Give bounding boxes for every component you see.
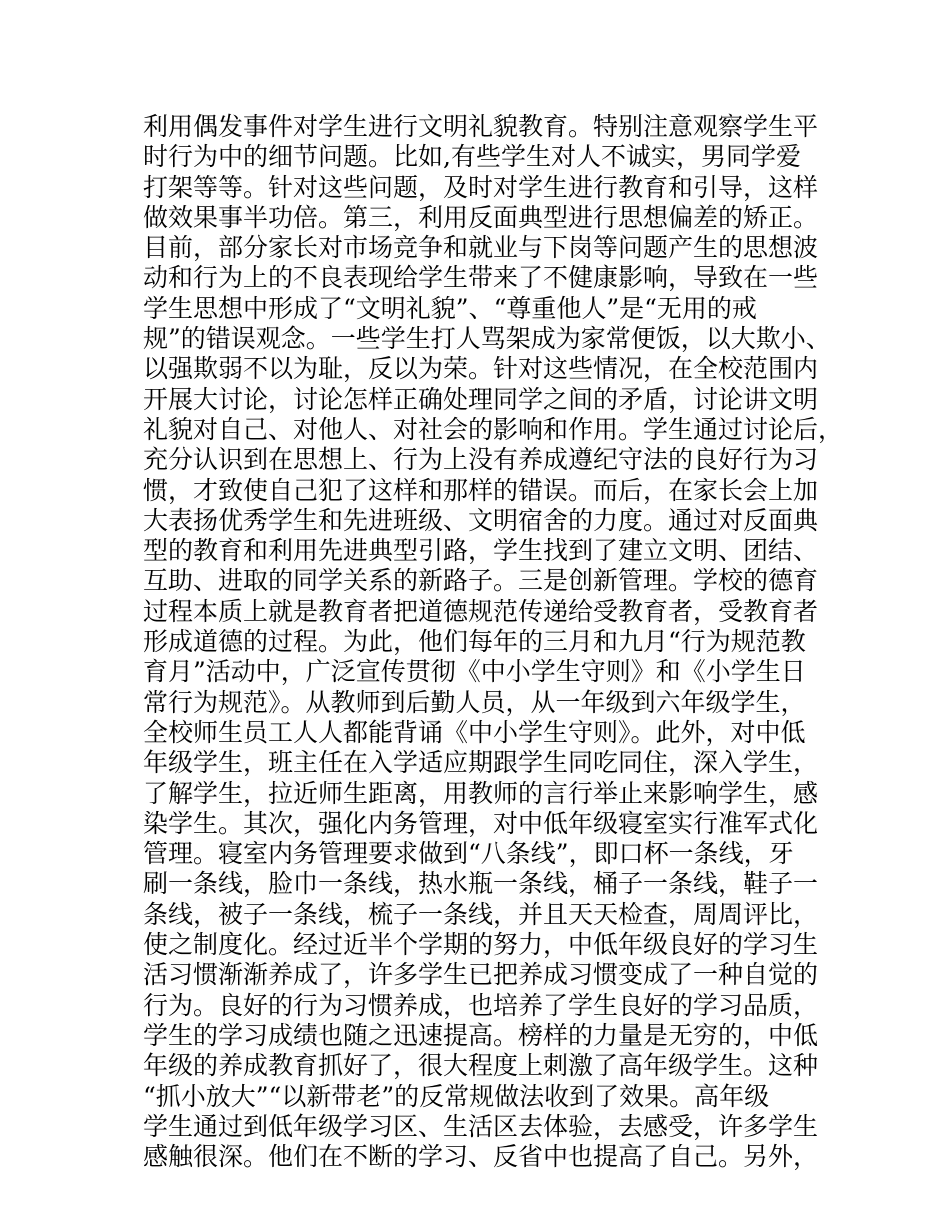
- text-line: 过程本质上就是教育者把道德规范传递给受教育者，受教育者: [143, 596, 819, 626]
- text-line: 开展大讨论，讨论怎样正确处理同学之间的矛盾，讨论讲文明: [143, 384, 819, 414]
- text-line: “抓小放大”“以新带老”的反常规做法收到了效果。高年级: [143, 1081, 770, 1111]
- text-line: 型的教育和利用先进典型引路，学生找到了建立文明、团结、: [143, 536, 819, 566]
- text-line: 年级学生，班主任在入学适应期跟学生同吃同住，深入学生，: [143, 748, 819, 778]
- text-line: 刷一条线，脸巾一条线，热水瓶一条线，桶子一条线，鞋子一: [143, 869, 819, 899]
- text-line: 感触很深。他们在不断的学习、反省中也提高了自己。另外，: [143, 1142, 819, 1172]
- text-line: 育月”活动中，广泛宣传贯彻《中小学生守则》和《小学生日: [143, 657, 806, 687]
- text-line: 学生的学习成绩也随之迅速提高。榜样的力量是无穷的，中低: [143, 1020, 819, 1050]
- text-line: 规”的错误观念。一些学生打人骂架成为家常便饭，以大欺小、: [143, 324, 831, 354]
- text-line: 学生通过到低年级学习区、生活区去体验，去感受，许多学生: [143, 1111, 819, 1141]
- text-line: 目前，部分家长对市场竞争和就业与下岗等问题产生的思想波: [143, 233, 819, 263]
- body-text: [143, 112, 843, 1172]
- text-line: 礼貌对自己、对他人、对社会的影响和作用。学生通过讨论后，: [143, 414, 844, 444]
- text-line: 时行为中的细节问题。比如,有些学生对人不诚实，男同学爱: [143, 142, 801, 172]
- text-line: 年级的养成教育抓好了，很大程度上刺激了高年级学生。这种: [143, 1051, 819, 1081]
- text-line: 学生思想中形成了“文明礼貌”、“尊重他人”是“无用的戒: [143, 293, 757, 323]
- text-line: 全校师生员工人人都能背诵《中小学生守则》。此外，对中低: [143, 717, 806, 747]
- text-line: 条线，被子一条线，梳子一条线，并且天天检查，周周评比，: [143, 899, 819, 929]
- text-line: 行为。良好的行为习惯养成，也培养了学生良好的学习品质，: [143, 990, 819, 1020]
- text-line: 动和行为上的不良表现给学生带来了不健康影响，导致在一些: [143, 263, 819, 293]
- text-line: 利用偶发事件对学生进行文明礼貌教育。特别注意观察学生平: [143, 112, 819, 141]
- text-line: 形成道德的过程。为此，他们每年的三月和九月“行为规范教: [143, 627, 806, 657]
- text-line: 惯，才致使自己犯了这样和那样的错误。而后，在家长会上加: [143, 475, 819, 505]
- text-line: 常行为规范》。从教师到后勤人员，从一年级到六年级学生，: [143, 687, 806, 717]
- text-line: 染学生。其次，强化内务管理，对中低年级寝室实行准军式化: [143, 808, 819, 838]
- text-line: 了解学生，拉近师生距离，用教师的言行举止来影响学生，感: [143, 778, 819, 808]
- text-line: 互助、进取的同学关系的新路子。三是创新管理。学校的德育: [143, 566, 819, 596]
- text-line: 大表扬优秀学生和先进班级、文明宿舍的力度。通过对反面典: [143, 505, 819, 535]
- text-line: 管理。寝室内务管理要求做到“八条线”，即口杯一条线，牙: [143, 839, 794, 869]
- text-line: 使之制度化。经过近半个学期的努力，中低年级良好的学习生: [143, 930, 819, 960]
- text-line: 活习惯渐渐养成了，许多学生已把养成习惯变成了一种自觉的: [143, 960, 819, 990]
- text-line: 以强欺弱不以为耻，反以为荣。针对这些情况，在全校范围内: [143, 354, 819, 384]
- text-line: 打架等等。针对这些问题，及时对学生进行教育和引导，这样: [143, 172, 819, 202]
- text-line: 做效果事半功倍。第三，利用反面典型进行思想偏差的矫正。: [143, 202, 819, 232]
- text-line: 充分认识到在思想上、行为上没有养成遵纪守法的良好行为习: [143, 445, 819, 475]
